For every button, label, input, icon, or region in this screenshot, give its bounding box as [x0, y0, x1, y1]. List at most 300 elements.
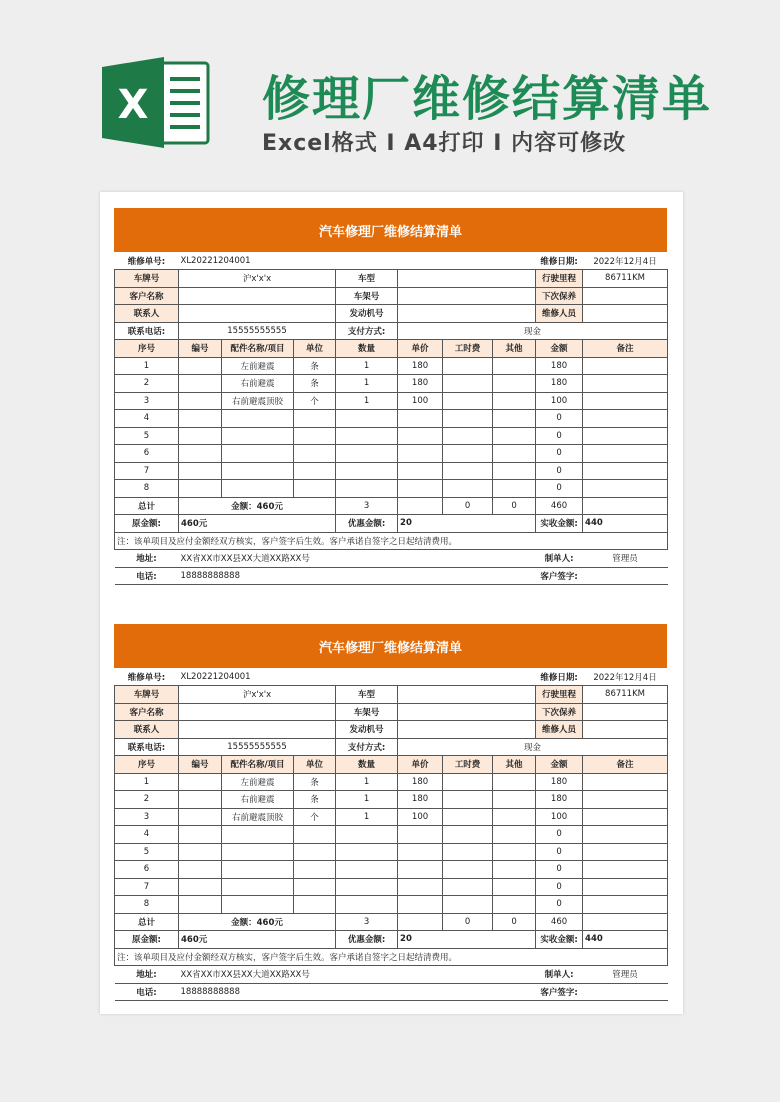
item-price[interactable] [398, 462, 443, 480]
item-code[interactable] [179, 878, 222, 896]
discount-value[interactable]: 20 [398, 931, 536, 949]
form-title-banner: 汽车修理厂维修结算清单 [114, 208, 667, 252]
item-note[interactable] [583, 791, 668, 809]
col-header: 单价 [398, 340, 443, 358]
vehicle-row-2 [115, 703, 668, 721]
item-qty[interactable] [336, 410, 398, 428]
item-labor[interactable] [443, 480, 493, 498]
total-label: 总计 [115, 497, 179, 515]
item-amount[interactable]: 0 [536, 480, 583, 498]
payment-value[interactable]: 现金 [398, 738, 668, 756]
total-qty: 3 [336, 497, 398, 515]
item-code[interactable] [179, 861, 222, 879]
customer-value[interactable] [179, 287, 336, 305]
col-header: 备注 [583, 340, 668, 358]
frame-label: 车架号 [336, 703, 398, 721]
item-code[interactable] [179, 410, 222, 428]
contact-value[interactable] [179, 721, 336, 739]
item-no[interactable]: 2 [115, 791, 179, 809]
repairer-label: 维修人员 [536, 721, 583, 739]
frame-value[interactable] [398, 703, 536, 721]
phone-value[interactable]: 15555555555 [179, 738, 336, 756]
item-row [115, 392, 668, 410]
item-qty[interactable] [336, 843, 398, 861]
item-other[interactable] [493, 896, 536, 914]
item-price[interactable]: 100 [398, 392, 443, 410]
item-labor[interactable] [443, 375, 493, 393]
item-amount[interactable]: 100 [536, 808, 583, 826]
item-no[interactable]: 3 [115, 808, 179, 826]
order-no-label: 维修单号: [115, 668, 179, 686]
total-row [115, 497, 668, 515]
repairer-label: 维修人员 [536, 305, 583, 323]
item-note[interactable] [583, 896, 668, 914]
item-note[interactable] [583, 410, 668, 428]
item-code[interactable] [179, 791, 222, 809]
item-amount[interactable]: 0 [536, 410, 583, 428]
item-note[interactable] [583, 826, 668, 844]
item-other[interactable] [493, 462, 536, 480]
item-note[interactable] [583, 878, 668, 896]
item-amount[interactable]: 0 [536, 427, 583, 445]
item-row [115, 791, 668, 809]
item-name[interactable]: 右前避震 [222, 375, 294, 393]
engine-label: 发动机号 [336, 721, 398, 739]
address-row [115, 966, 668, 984]
item-price[interactable]: 180 [398, 773, 443, 791]
item-name[interactable] [222, 878, 294, 896]
item-note[interactable] [583, 427, 668, 445]
item-code[interactable] [179, 462, 222, 480]
total-amount-text: 金额：460元 [179, 913, 336, 931]
item-amount[interactable]: 0 [536, 878, 583, 896]
item-price[interactable] [398, 861, 443, 879]
item-other[interactable] [493, 445, 536, 463]
item-labor[interactable] [443, 462, 493, 480]
date-label: 维修日期: [536, 252, 583, 270]
item-labor[interactable] [443, 773, 493, 791]
col-header: 备注 [583, 756, 668, 774]
item-no[interactable]: 5 [115, 843, 179, 861]
item-unit[interactable] [294, 480, 336, 498]
mileage-label: 行驶里程 [536, 686, 583, 704]
model-value[interactable] [398, 270, 536, 288]
payment-label: 支付方式: [336, 322, 398, 340]
item-code[interactable] [179, 480, 222, 498]
total-labor: 0 [443, 497, 493, 515]
item-unit[interactable] [294, 878, 336, 896]
date-value[interactable]: 2022年12月4日 [583, 668, 668, 686]
item-note[interactable] [583, 462, 668, 480]
item-qty[interactable]: 1 [336, 791, 398, 809]
col-header: 数量 [336, 756, 398, 774]
item-amount[interactable]: 180 [536, 773, 583, 791]
engine-value[interactable] [398, 721, 536, 739]
item-labor[interactable] [443, 427, 493, 445]
item-qty[interactable] [336, 861, 398, 879]
item-price[interactable] [398, 410, 443, 428]
col-header: 工时费 [443, 756, 493, 774]
item-labor[interactable] [443, 826, 493, 844]
item-price[interactable]: 180 [398, 375, 443, 393]
item-qty[interactable] [336, 896, 398, 914]
col-header: 单位 [294, 340, 336, 358]
next-service-label: 下次保养 [536, 703, 583, 721]
terms-note: 注：该单项目及应付金额经双方核实，客户签字后生效。客户承诺自签字之日起结清费用。 [115, 948, 668, 966]
discount-value[interactable]: 20 [398, 515, 536, 533]
col-header: 金额 [536, 340, 583, 358]
col-header: 编号 [179, 340, 222, 358]
item-other[interactable] [493, 773, 536, 791]
plate-value[interactable]: 沪x'x'x [179, 686, 336, 704]
date-value[interactable]: 2022年12月4日 [583, 252, 668, 270]
original-label: 原金额: [115, 515, 179, 533]
item-name[interactable] [222, 462, 294, 480]
total-other: 0 [493, 497, 536, 515]
item-amount[interactable]: 0 [536, 445, 583, 463]
col-header: 工时费 [443, 340, 493, 358]
item-no[interactable]: 1 [115, 357, 179, 375]
item-labor[interactable] [443, 357, 493, 375]
customer-value[interactable] [179, 703, 336, 721]
column-header-row [115, 756, 668, 774]
original-value[interactable]: 460元 [179, 931, 336, 949]
item-other[interactable] [493, 808, 536, 826]
item-note[interactable] [583, 480, 668, 498]
col-header: 配件名称/项目 [222, 756, 294, 774]
item-other[interactable] [493, 791, 536, 809]
item-other[interactable] [493, 392, 536, 410]
item-row [115, 410, 668, 428]
total-amount: 460 [536, 913, 583, 931]
item-qty[interactable] [336, 445, 398, 463]
page-title: 修理厂维修结算清单 [262, 71, 713, 127]
phone-value[interactable]: 15555555555 [179, 322, 336, 340]
item-price[interactable] [398, 480, 443, 498]
item-amount[interactable]: 0 [536, 826, 583, 844]
item-name[interactable] [222, 410, 294, 428]
item-name[interactable] [222, 843, 294, 861]
item-unit[interactable] [294, 861, 336, 879]
item-no[interactable]: 4 [115, 826, 179, 844]
vehicle-row-1 [115, 686, 668, 704]
item-labor[interactable] [443, 445, 493, 463]
item-row [115, 462, 668, 480]
item-amount[interactable]: 100 [536, 392, 583, 410]
item-other[interactable] [493, 357, 536, 375]
original-value[interactable]: 460元 [179, 515, 336, 533]
phone-label: 联系电话: [115, 738, 179, 756]
item-no[interactable]: 2 [115, 375, 179, 393]
svg-text:X: X [117, 82, 149, 128]
paid-value[interactable]: 440 [583, 931, 668, 949]
item-no[interactable]: 5 [115, 427, 179, 445]
item-no[interactable]: 7 [115, 462, 179, 480]
item-labor[interactable] [443, 410, 493, 428]
maker-value[interactable]: 管理员 [583, 550, 668, 568]
item-note[interactable] [583, 375, 668, 393]
item-price[interactable]: 180 [398, 791, 443, 809]
signature-label: 客户签字: [536, 983, 583, 1001]
order-no-label: 维修单号: [115, 252, 179, 270]
item-qty[interactable] [336, 480, 398, 498]
vehicle-row-3 [115, 305, 668, 323]
item-labor[interactable] [443, 843, 493, 861]
contact-label: 联系人 [115, 721, 179, 739]
item-unit[interactable] [294, 826, 336, 844]
item-amount[interactable]: 180 [536, 791, 583, 809]
item-no[interactable]: 3 [115, 392, 179, 410]
model-label: 车型 [336, 686, 398, 704]
item-unit[interactable]: 条 [294, 773, 336, 791]
total-amount-text: 金额：460元 [179, 497, 336, 515]
item-note[interactable] [583, 861, 668, 879]
repairer-value[interactable] [583, 721, 668, 739]
item-price[interactable] [398, 826, 443, 844]
item-unit[interactable]: 条 [294, 375, 336, 393]
address-label: 地址: [115, 966, 179, 984]
settlement-form-1 [114, 208, 667, 585]
item-row [115, 427, 668, 445]
maker-value[interactable]: 管理员 [583, 966, 668, 984]
item-amount[interactable]: 0 [536, 843, 583, 861]
item-qty[interactable] [336, 462, 398, 480]
item-row [115, 808, 668, 826]
item-other[interactable] [493, 861, 536, 879]
item-unit[interactable] [294, 427, 336, 445]
item-labor[interactable] [443, 392, 493, 410]
customer-label: 客户名称 [115, 703, 179, 721]
item-no[interactable]: 4 [115, 410, 179, 428]
item-name[interactable] [222, 826, 294, 844]
item-name[interactable]: 右前避震顶胶 [222, 808, 294, 826]
item-other[interactable] [493, 480, 536, 498]
item-unit[interactable] [294, 896, 336, 914]
model-label: 车型 [336, 270, 398, 288]
paid-label: 实收金额: [536, 931, 583, 949]
original-label: 原金额: [115, 931, 179, 949]
item-no[interactable]: 6 [115, 445, 179, 463]
engine-label: 发动机号 [336, 305, 398, 323]
item-no[interactable]: 8 [115, 480, 179, 498]
item-code[interactable] [179, 375, 222, 393]
item-name[interactable] [222, 861, 294, 879]
item-code[interactable] [179, 808, 222, 826]
item-no[interactable]: 6 [115, 861, 179, 879]
item-qty[interactable]: 1 [336, 773, 398, 791]
item-code[interactable] [179, 773, 222, 791]
signature-label: 客户签字: [536, 567, 583, 585]
order-no-value[interactable]: XL20221204001 [179, 252, 336, 270]
col-header: 其他 [493, 756, 536, 774]
repairer-value[interactable] [583, 305, 668, 323]
tel-row [115, 567, 668, 585]
total-amount: 460 [536, 497, 583, 515]
engine-value[interactable] [398, 305, 536, 323]
item-code[interactable] [179, 826, 222, 844]
item-no[interactable]: 8 [115, 896, 179, 914]
plate-value[interactable]: 沪x'x'x [179, 270, 336, 288]
item-code[interactable] [179, 392, 222, 410]
item-qty[interactable] [336, 878, 398, 896]
vehicle-row-3 [115, 721, 668, 739]
item-amount[interactable]: 0 [536, 462, 583, 480]
customer-label: 客户名称 [115, 287, 179, 305]
item-qty[interactable] [336, 427, 398, 445]
item-other[interactable] [493, 410, 536, 428]
item-amount[interactable]: 0 [536, 861, 583, 879]
item-unit[interactable]: 条 [294, 357, 336, 375]
item-qty[interactable]: 1 [336, 808, 398, 826]
summary-row [115, 515, 668, 533]
item-name[interactable]: 右前避震顶胶 [222, 392, 294, 410]
mileage-value[interactable]: 86711KM [583, 270, 668, 288]
item-note[interactable] [583, 392, 668, 410]
item-price[interactable]: 180 [398, 357, 443, 375]
contact-value[interactable] [179, 305, 336, 323]
item-row [115, 445, 668, 463]
next-service-value[interactable] [583, 287, 668, 305]
address-value[interactable]: XX省XX市XX县XX大道XX路XX号 [179, 966, 443, 984]
address-value[interactable]: XX省XX市XX县XX大道XX路XX号 [179, 550, 443, 568]
header [0, 0, 780, 185]
column-header-row [115, 340, 668, 358]
total-other: 0 [493, 913, 536, 931]
settlement-table [114, 668, 668, 1001]
model-value[interactable] [398, 686, 536, 704]
phone-payment-row [115, 738, 668, 756]
item-name[interactable]: 左前避震 [222, 773, 294, 791]
mileage-label: 行驶里程 [536, 270, 583, 288]
total-labor: 0 [443, 913, 493, 931]
item-price[interactable] [398, 445, 443, 463]
col-header: 单位 [294, 756, 336, 774]
item-code[interactable] [179, 896, 222, 914]
payment-value[interactable]: 现金 [398, 322, 668, 340]
mileage-value[interactable]: 86711KM [583, 686, 668, 704]
item-labor[interactable] [443, 861, 493, 879]
item-row [115, 375, 668, 393]
address-label: 地址: [115, 550, 179, 568]
item-unit[interactable]: 条 [294, 791, 336, 809]
item-other[interactable] [493, 878, 536, 896]
item-unit[interactable] [294, 410, 336, 428]
item-price[interactable]: 100 [398, 808, 443, 826]
item-no[interactable]: 7 [115, 878, 179, 896]
item-no[interactable]: 1 [115, 773, 179, 791]
item-row [115, 861, 668, 879]
col-header: 序号 [115, 756, 179, 774]
item-price[interactable] [398, 843, 443, 861]
next-service-value[interactable] [583, 703, 668, 721]
paid-value[interactable]: 440 [583, 515, 668, 533]
item-row [115, 826, 668, 844]
item-row [115, 843, 668, 861]
item-labor[interactable] [443, 791, 493, 809]
total-row [115, 913, 668, 931]
col-header: 配件名称/项目 [222, 340, 294, 358]
item-name[interactable] [222, 896, 294, 914]
item-unit[interactable] [294, 462, 336, 480]
order-no-value[interactable]: XL20221204001 [179, 668, 336, 686]
tel-label: 电话: [115, 567, 179, 585]
item-code[interactable] [179, 357, 222, 375]
item-unit[interactable] [294, 843, 336, 861]
item-other[interactable] [493, 375, 536, 393]
item-name[interactable] [222, 480, 294, 498]
col-header: 数量 [336, 340, 398, 358]
item-unit[interactable]: 个 [294, 808, 336, 826]
item-row [115, 480, 668, 498]
form-title-banner: 汽车修理厂维修结算清单 [114, 624, 667, 668]
item-amount[interactable]: 180 [536, 375, 583, 393]
item-qty[interactable]: 1 [336, 392, 398, 410]
tel-value[interactable]: 18888888888 [179, 567, 443, 585]
signature-value[interactable] [583, 983, 668, 1001]
signature-value[interactable] [583, 567, 668, 585]
item-row [115, 878, 668, 896]
item-amount[interactable]: 180 [536, 357, 583, 375]
item-price[interactable] [398, 896, 443, 914]
tel-value[interactable]: 18888888888 [179, 983, 443, 1001]
excel-logo-icon [100, 55, 210, 150]
discount-label: 优惠金额: [336, 515, 398, 533]
col-header: 其他 [493, 340, 536, 358]
item-note[interactable] [583, 808, 668, 826]
item-note[interactable] [583, 445, 668, 463]
item-name[interactable] [222, 427, 294, 445]
frame-value[interactable] [398, 287, 536, 305]
vehicle-row-1 [115, 270, 668, 288]
item-unit[interactable] [294, 445, 336, 463]
summary-row [115, 931, 668, 949]
item-code[interactable] [179, 445, 222, 463]
item-amount[interactable]: 0 [536, 896, 583, 914]
item-labor[interactable] [443, 878, 493, 896]
item-code[interactable] [179, 843, 222, 861]
total-label: 总计 [115, 913, 179, 931]
item-unit[interactable]: 个 [294, 392, 336, 410]
item-qty[interactable]: 1 [336, 357, 398, 375]
order-info-row [115, 668, 668, 686]
item-note[interactable] [583, 773, 668, 791]
item-labor[interactable] [443, 808, 493, 826]
tel-label: 电话: [115, 983, 179, 1001]
item-name[interactable] [222, 445, 294, 463]
item-code[interactable] [179, 427, 222, 445]
item-name[interactable]: 右前避震 [222, 791, 294, 809]
frame-label: 车架号 [336, 287, 398, 305]
item-other[interactable] [493, 826, 536, 844]
address-row [115, 550, 668, 568]
note-row [115, 532, 668, 550]
item-other[interactable] [493, 427, 536, 445]
item-price[interactable] [398, 878, 443, 896]
item-labor[interactable] [443, 896, 493, 914]
plate-label: 车牌号 [115, 686, 179, 704]
item-note[interactable] [583, 357, 668, 375]
next-service-label: 下次保养 [536, 287, 583, 305]
phone-label: 联系电话: [115, 322, 179, 340]
item-qty[interactable]: 1 [336, 375, 398, 393]
item-other[interactable] [493, 843, 536, 861]
item-price[interactable] [398, 427, 443, 445]
col-header: 金额 [536, 756, 583, 774]
item-name[interactable]: 左前避震 [222, 357, 294, 375]
item-qty[interactable] [336, 826, 398, 844]
maker-label: 制单人: [536, 550, 583, 568]
item-note[interactable] [583, 843, 668, 861]
